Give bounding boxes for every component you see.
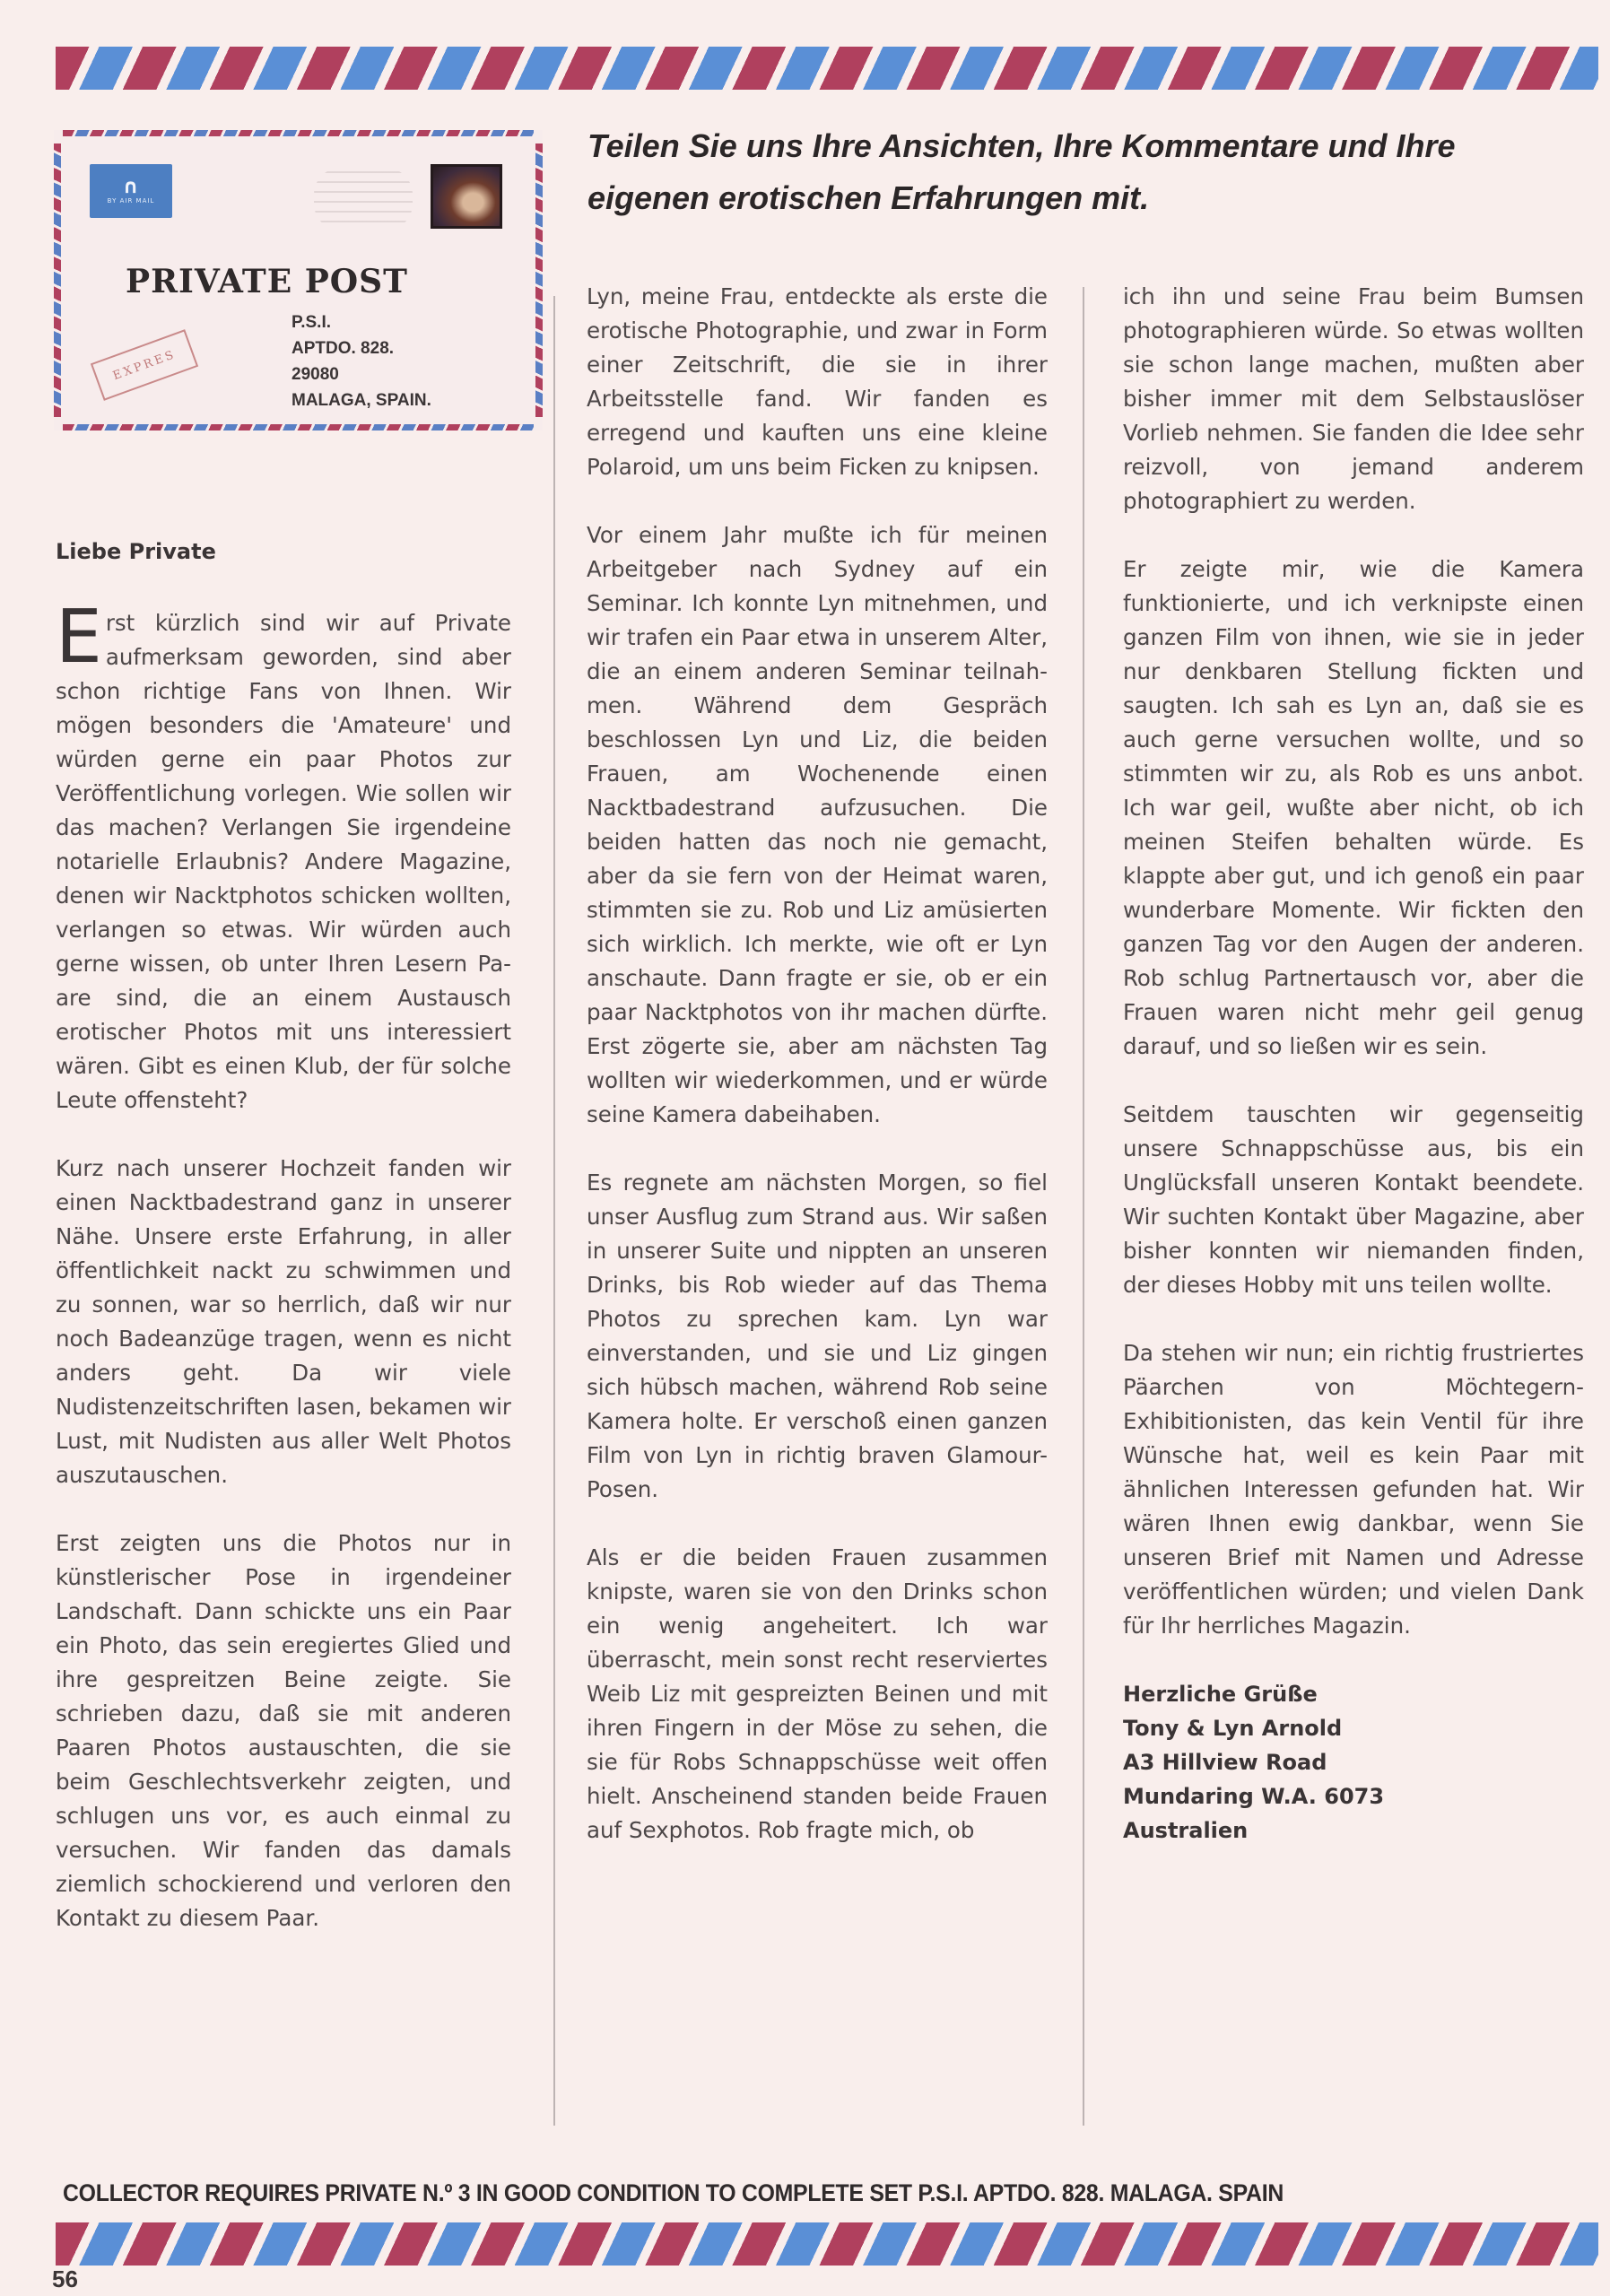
letter-signoff: [1123, 1677, 1584, 1848]
letter-paragraph: Vor einem Jahr mußte ich für meinen Arbeitgeber nach Sydney auf ein Seminar. Ich konnte Lyn mitnehmen, und wir trafen ein Paar etwa in unserem Alter, die an einem anderen Seminar teilnahmen. Während dem Gespräch beschlossen Lyn und Liz, die beiden Frauen, am Wochenende einen Nacktbadestrand aufzusuchen. Die beiden hatten das noch nie gemacht, aber da sie fern von der Heimat waren, stimmten sie zu. Rob und Liz amüsierten sich wirklich. Ich merkte, wie oft er Lyn anschaute. Dann fragte er sie, ob er ein paar Nacktphotos von ihr machen dürfte. Erst zögerte sie, aber am nächsten Tag wollten wir wiederkommen, und er würde seine Kamera dabeihaben.: [587, 522, 1048, 1127]
postmark-wavy-lines-icon: [314, 168, 413, 230]
address-line: P.S.I.: [292, 313, 332, 332]
letter-paragraph: Als er die beiden Frauen zusammen knipste, waren sie von den Drinks schon ein wenig angeheitert. Ich war überrascht, mein sonst recht reserviertes Weib Liz mit gespreizten Beinen und mit ihren Fingern in der Möse zu sehen, die sie für Robs Schnappschüsse weit offen hielt. Anscheinend standen beide Frauen auf Sexphotos. Rob fragte mich, ob: [587, 1544, 1048, 1843]
envelope-border-left: [54, 144, 61, 417]
collector-ad: COLLECTOR REQUIRES PRIVATE N.º 3 IN GOOD CONDITION TO COMPLETE SET P.S.I. APTDO. 828. MALAGA. SPAIN: [63, 2179, 1284, 2206]
letter-paragraph: Lyn, meine Frau, entdeckte als erste die erotische Photographie, und zwar in Form einer Zeitschrift, die sie in ihrer Arbeitsstelle fand. Wir fanden es erregend und kauften uns eine kleine Polaroid, um uns beim Ficken zu knipsen.: [587, 283, 1048, 480]
postage-stamp-icon: [431, 164, 502, 229]
letter-salutation: Liebe Private: [56, 539, 216, 564]
letter-column-3: [1123, 280, 1584, 1848]
letter-paragraph: Erst zeigten uns die Photos nur in künstlerischer Pose in irgendeiner Landschaft. Dann schickte uns ein Paar ein Photo, das sein eregiertes Glied und ihre gespreitzen Beine zeigte. Sie schrieben dazu, daß sie mit anderen Paaren Photos austauschten, die sie beim Geschlechtsverkehr zeigten, und schlugen uns vor, es auch einmal zu versuchen. Wir fanden das damals ziemlich schockierend und verloren den Kontakt zu diesem Paar.: [56, 1530, 511, 1931]
letter-paragraph: [56, 595, 511, 1118]
signoff-country: Australien: [1123, 1818, 1249, 1843]
page-number: 56: [52, 2266, 78, 2292]
letter-paragraph: Kurz nach unserer Hochzeit fanden wir einen Nacktbadestrand ganz in unserer Nähe. Unsere erste Erfahrung, in aller öffentlichkeit nackt zu schwimmen und zu sonnen, war so herrlich, daß wir nur noch Badeanzüge tragen, wenn es nicht anders geht. Da wir viele Nudistenzeitschriften lasen, bekamen wir Lust, mit Nudisten aus aller Welt Photos auszutauschen.: [56, 1155, 511, 1488]
letter-paragraph: Es regnete am nächsten Morgen, so fiel unser Ausflug zum Strand aus. Wir saßen in unserer Suite und nippten an unseren Drinks, bis Rob wieder auf das Thema Photos zu sprechen kam. Lyn war einverstanden, und sie und Liz gingen sich hübsch machen, während Rob seine Kamera holte. Er verschoß einen ganzen Film von Lyn in richtig braven Glamour-Posen.: [587, 1170, 1048, 1502]
signoff-street: A3 Hillview Road: [1123, 1750, 1327, 1775]
letter-column-1: [56, 535, 511, 1970]
address-line: MALAGA, SPAIN.: [292, 391, 431, 410]
letter-paragraph: Er zeigte mir, wie die Kamera funktionierte, und ich verknipste einen ganzen Film von ihnen, wie sie in jeder nur denkbaren Stellung fickten und saugten. Ich sah es Lyn an, daß sie es auch gerne versuchen wollte, und so stimmten wir zu, als Rob es uns anbot. Ich war geil, wußte aber nicht, ob ich meinen Steifen behalten würde. Es klappte aber gut, und ich genoß ein paar wunderbare Momente. Wir fickten den ganzen Tag vor den Augen der anderen. Rob schlug Partnertausch vor, aber die Frauen waren nicht mehr geil genug darauf, und so ließen wir es sein.: [1123, 556, 1584, 1059]
envelope-border-right: [535, 144, 543, 417]
private-post-envelope: [54, 130, 543, 430]
signoff-city: Mundaring W.A. 6073: [1123, 1784, 1385, 1809]
express-stamp-text: EXPRES: [110, 347, 178, 383]
letter-paragraph: ich ihn und seine Frau beim Bumsen photographieren würde. So etwas wollten sie schon lange machen, mußten aber bisher immer mit dem Selbstauslöser Vorlieb nehmen. Sie fanden die Idee sehr reizvoll, von jemand anderem photographiert zu werden.: [1123, 283, 1584, 514]
airmail-stripe-top: [56, 47, 1598, 90]
column-divider: [553, 296, 555, 2126]
signoff-closing: Herzliche Grüße: [1123, 1682, 1318, 1707]
letter-column-2: [587, 280, 1048, 1882]
letter-paragraph: Da stehen wir nun; ein richtig frustriertes Päarchen von Möchtegern-Exhibitionisten, das kein Ventil für ihre Wünsche hat, weil es kein Paar mit ähnlichen Interessen gefunden hat. Wir wären Ihnen ewig dankbar, wenn Sie unseren Brief mit Namen und Adresse veröffentlichen würden; und vielen Dank für Ihr herrliches Magazin.: [1123, 1340, 1584, 1639]
envelope-border-bottom: [63, 424, 534, 430]
drop-cap: E: [56, 595, 102, 680]
airmail-stripe-bottom: [56, 2222, 1598, 2266]
envelope-address: [292, 309, 431, 413]
address-line: 29080: [292, 365, 339, 384]
signoff-names: Tony & Lyn Arnold: [1123, 1716, 1343, 1741]
airmail-label: [90, 164, 172, 218]
airmail-label-text: BY AIR MAIL: [107, 197, 155, 204]
express-stamp-icon: [91, 329, 198, 401]
letter-paragraph: Seitdem tauschten wir gegenseitig unsere Schnappschüsse aus, bis ein Unglücksfall unseren Kontakt beendete. Wir suchten Kontakt über Magazine, aber bisher konnten wir niemanden finden, der dieses Hobby mit uns teilen wollte.: [1123, 1101, 1584, 1298]
envelope-border-top: [63, 130, 534, 136]
envelope-title: PRIVATE POST: [126, 263, 408, 300]
address-line: APTDO. 828.: [292, 339, 395, 358]
airmail-emblem-icon: ∩: [122, 176, 140, 198]
page-headline: Teilen Sie uns Ihre Ansichten, Ihre Kommentare und Ihre eigenen erotischen Erfahrungen mit.: [587, 127, 1456, 216]
paragraph-text: rst kürzlich sind wir auf Private aufmerksam geworden, sind aber schon richtige Fans von Ihnen. Wir mögen besonders die 'Amateure' und würden gerne ein paar Photos zur Veröffentlichung vorlegen. Wie sollen wir das machen? Verlangen Sie irgendeine notarielle Erlaubnis? Andere Magazine, denen wir Nacktphotos schicken wollten, verlangen so etwas. Wir würden auch gerne wissen, ob unter Ihren Lesern Paare sind, die an einem Austausch erotischer Photos mit uns interessiert wären. Gibt es einen Klub, der für solche Leute offensteht?: [56, 610, 511, 1113]
column-divider: [1083, 287, 1084, 2126]
